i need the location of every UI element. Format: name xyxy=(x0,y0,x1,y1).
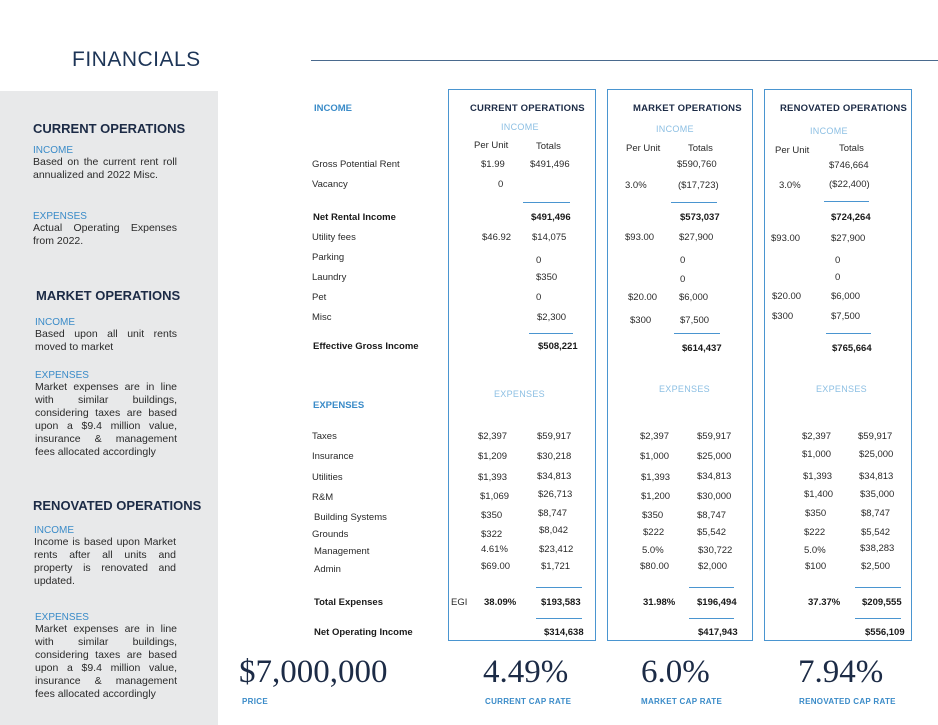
sidebar-market-expenses-label: EXPENSES xyxy=(35,370,89,381)
current-rm-per-unit: $1,069 xyxy=(480,491,510,502)
row-label-net-operating-income: Net Operating Income xyxy=(314,627,413,638)
market-building-per-unit: $350 xyxy=(642,510,664,521)
market-management-per-unit: 5.0% xyxy=(642,545,664,556)
sidebar-market-title: MARKET OPERATIONS xyxy=(36,288,181,303)
renovated-management-total: $38,283 xyxy=(860,543,895,554)
current-vacancy-per-unit: 0 xyxy=(498,179,504,190)
market-egi-total: $614,437 xyxy=(682,343,722,354)
renovated-management-per-unit: 5.0% xyxy=(804,545,826,556)
renovated-rm-total: $35,000 xyxy=(860,489,895,500)
market-nri-total: $573,037 xyxy=(680,212,720,223)
renovated-expenses-sub: EXPENSES xyxy=(816,384,867,394)
egi-note: EGI xyxy=(451,597,468,608)
current-cap-rate-value: 4.49% xyxy=(483,654,569,690)
renovated-admin-total: $2,500 xyxy=(861,561,891,572)
market-gpr-total: $590,760 xyxy=(677,159,717,170)
market-noi-underline xyxy=(689,618,734,619)
current-nri-total: $491,496 xyxy=(531,212,571,223)
market-rm-per-unit: $1,200 xyxy=(641,491,671,502)
market-misc-total: $7,500 xyxy=(680,315,710,326)
current-utilities-total: $34,813 xyxy=(537,471,572,482)
row-label-net-rental-income: Net Rental Income xyxy=(313,212,396,223)
current-egi-total: $508,221 xyxy=(538,341,578,352)
market-pet-per-unit: $20.00 xyxy=(628,292,658,303)
current-expenses-sub: EXPENSES xyxy=(494,389,545,399)
market-totals-label: Totals xyxy=(688,143,713,154)
sidebar-market-income-label: INCOME xyxy=(35,317,75,328)
sidebar-renovated-expenses-text: Market expenses are in line with similar buildings, considering taxes are based upon a $9.4 million value, insurance & management fees allocated accordingly xyxy=(35,623,177,700)
header-divider xyxy=(311,60,938,61)
sidebar-current-income-label: INCOME xyxy=(33,145,73,156)
market-total-underline xyxy=(689,587,734,588)
current-total-underline xyxy=(536,587,582,588)
market-management-total: $30,722 xyxy=(698,545,733,556)
current-total-expenses: $193,583 xyxy=(541,597,581,608)
row-label-building-systems: Building Systems xyxy=(314,512,387,523)
row-label-pet: Pet xyxy=(312,292,327,303)
renovated-gpr-total: $746,664 xyxy=(829,160,869,171)
current-building-per-unit: $350 xyxy=(481,510,503,521)
current-misc-total: $2,300 xyxy=(537,312,567,323)
renovated-parking-total: 0 xyxy=(835,255,841,266)
current-taxes-per-unit: $2,397 xyxy=(478,431,508,442)
renovated-rm-per-unit: $1,400 xyxy=(804,489,834,500)
current-noi-underline xyxy=(536,618,582,619)
row-label-grounds: Grounds xyxy=(312,529,349,540)
market-parking-total: 0 xyxy=(680,255,686,266)
renovated-utility-per-unit: $93.00 xyxy=(771,233,801,244)
renovated-vacancy-total: ($22,400) xyxy=(829,179,870,190)
renovated-building-per-unit: $350 xyxy=(805,508,827,519)
market-income-sub: INCOME xyxy=(656,124,694,134)
renovated-pet-per-unit: $20.00 xyxy=(772,291,802,302)
row-label-management: Management xyxy=(314,546,370,557)
renovated-taxes-total: $59,917 xyxy=(858,431,893,442)
sidebar-renovated-expenses-label: EXPENSES xyxy=(35,612,89,623)
market-laundry-total: 0 xyxy=(680,274,686,285)
renovated-total-pct: 37.37% xyxy=(808,597,841,608)
renovated-insurance-total: $25,000 xyxy=(859,449,894,460)
market-insurance-total: $25,000 xyxy=(697,451,732,462)
renovated-grounds-total: $5,542 xyxy=(861,527,891,538)
renovated-building-total: $8,747 xyxy=(861,508,891,519)
renovated-pet-total: $6,000 xyxy=(831,291,861,302)
market-utility-per-unit: $93.00 xyxy=(625,232,655,243)
renovated-egi-total: $765,664 xyxy=(832,343,872,354)
page-title: FINANCIALS xyxy=(72,48,201,71)
row-label-admin: Admin xyxy=(314,564,341,575)
current-management-total: $23,412 xyxy=(539,544,574,555)
renovated-totals-label: Totals xyxy=(839,143,864,154)
current-grounds-per-unit: $322 xyxy=(481,529,503,540)
market-grounds-total: $5,542 xyxy=(697,527,727,538)
market-expenses-sub: EXPENSES xyxy=(659,384,710,394)
renovated-cap-rate-value: 7.94% xyxy=(798,654,884,690)
current-parking-total: 0 xyxy=(536,255,542,266)
current-noi: $314,638 xyxy=(544,627,584,638)
market-operations-box xyxy=(607,89,753,641)
row-label-laundry: Laundry xyxy=(312,272,347,283)
current-total-pct: 38.09% xyxy=(484,597,517,608)
sidebar-renovated-income-text: Income is based upon Market rents after all units and property is renovated and updated. xyxy=(34,536,176,587)
renovated-nri-underline xyxy=(824,201,869,202)
row-label-utility-fees: Utility fees xyxy=(312,232,356,243)
renovated-total-expenses: $209,555 xyxy=(862,597,902,608)
renovated-utilities-per-unit: $1,393 xyxy=(803,471,833,482)
current-laundry-total: $350 xyxy=(536,272,558,283)
renovated-per-unit-label: Per Unit xyxy=(775,145,810,156)
market-nri-underline xyxy=(671,202,717,203)
market-misc-per-unit: $300 xyxy=(630,315,652,326)
row-label-rm: R&M xyxy=(312,492,334,503)
market-admin-total: $2,000 xyxy=(698,561,728,572)
market-cap-rate-value: 6.0% xyxy=(641,654,710,690)
renovated-admin-per-unit: $100 xyxy=(805,561,827,572)
current-utility-per-unit: $46.92 xyxy=(482,232,512,243)
renovated-egi-underline xyxy=(826,333,871,334)
renovated-operations-box xyxy=(764,89,912,641)
market-taxes-total: $59,917 xyxy=(697,431,732,442)
current-cap-rate-label: CURRENT CAP RATE xyxy=(485,697,572,706)
market-utilities-per-unit: $1,393 xyxy=(641,472,671,483)
sidebar-current-expenses-text: Actual Operating Expenses from 2022. xyxy=(33,222,177,247)
sidebar-current-income-text: Based on the current rent roll annualized and 2022 Misc. xyxy=(33,156,177,181)
market-rm-total: $30,000 xyxy=(697,491,732,502)
row-label-insurance: Insurance xyxy=(312,451,354,462)
sidebar-renovated-income-label: INCOME xyxy=(34,525,74,536)
sidebar-market-expenses-text: Market expenses are in line with similar buildings, considering taxes are based upon a $9.4 million value, insurance & management fees allocated accordingly xyxy=(35,381,177,458)
renovated-nri-total: $724,264 xyxy=(831,212,871,223)
renovated-misc-per-unit: $300 xyxy=(772,311,794,322)
renovated-noi-underline xyxy=(855,618,901,619)
market-building-total: $8,747 xyxy=(697,510,727,521)
current-admin-per-unit: $69.00 xyxy=(481,561,511,572)
current-nri-underline xyxy=(523,202,570,203)
renovated-total-underline xyxy=(855,587,901,588)
market-utilities-total: $34,813 xyxy=(697,471,732,482)
current-insurance-total: $30,218 xyxy=(537,451,572,462)
current-operations-box xyxy=(448,89,596,641)
renovated-laundry-total: 0 xyxy=(835,272,841,283)
current-grounds-total: $8,042 xyxy=(539,525,569,536)
sidebar-renovated-title: RENOVATED OPERATIONS xyxy=(33,498,202,513)
current-utilities-per-unit: $1,393 xyxy=(478,472,508,483)
sidebar-current-expenses-label: EXPENSES xyxy=(33,211,87,222)
row-label-vacancy: Vacancy xyxy=(312,179,348,190)
row-label-parking: Parking xyxy=(312,252,345,263)
market-vacancy-per-unit: 3.0% xyxy=(625,180,647,191)
market-noi: $417,943 xyxy=(698,627,738,638)
renovated-income-sub: INCOME xyxy=(810,126,848,136)
current-pet-total: 0 xyxy=(536,292,542,303)
market-vacancy-total: ($17,723) xyxy=(678,180,719,191)
row-label-utilities: Utilities xyxy=(312,472,343,483)
sidebar-market-income-text: Based upon all unit rents moved to market xyxy=(35,328,177,353)
market-per-unit-label: Per Unit xyxy=(626,143,661,154)
market-egi-underline xyxy=(674,333,720,334)
row-label-taxes: Taxes xyxy=(312,431,337,442)
market-grounds-per-unit: $222 xyxy=(643,527,665,538)
sidebar-current-title: CURRENT OPERATIONS xyxy=(33,121,186,136)
renovated-noi: $556,109 xyxy=(865,627,905,638)
current-taxes-total: $59,917 xyxy=(537,431,572,442)
current-egi-underline xyxy=(529,333,573,334)
current-utility-total: $14,075 xyxy=(532,232,567,243)
current-insurance-per-unit: $1,209 xyxy=(478,451,508,462)
renovated-insurance-per-unit: $1,000 xyxy=(802,449,832,460)
current-gpr-total: $491,496 xyxy=(530,159,570,170)
row-label-total-expenses: Total Expenses xyxy=(314,597,383,608)
market-admin-per-unit: $80.00 xyxy=(640,561,670,572)
renovated-misc-total: $7,500 xyxy=(831,311,861,322)
renovated-taxes-per-unit: $2,397 xyxy=(802,431,832,442)
row-label-misc: Misc xyxy=(312,312,332,323)
market-total-expenses: $196,494 xyxy=(697,597,737,608)
market-taxes-per-unit: $2,397 xyxy=(640,431,670,442)
current-building-total: $8,747 xyxy=(538,508,568,519)
renovated-col-title: RENOVATED OPERATIONS xyxy=(780,103,907,114)
renovated-grounds-per-unit: $222 xyxy=(804,527,826,538)
current-gpr-per-unit: $1.99 xyxy=(481,159,505,170)
price-label: PRICE xyxy=(242,697,268,706)
row-label-effective-gross-income: Effective Gross Income xyxy=(313,341,419,352)
current-admin-total: $1,721 xyxy=(541,561,571,572)
current-management-per-unit: 4.61% xyxy=(481,544,508,555)
market-utility-total: $27,900 xyxy=(679,232,714,243)
market-insurance-per-unit: $1,000 xyxy=(640,451,670,462)
row-label-gross-potential-rent: Gross Potential Rent xyxy=(312,159,400,170)
market-col-title: MARKET OPERATIONS xyxy=(633,103,742,114)
current-per-unit-label: Per Unit xyxy=(474,140,509,151)
renovated-vacancy-per-unit: 3.0% xyxy=(779,180,801,191)
renovated-utility-total: $27,900 xyxy=(831,233,866,244)
current-rm-total: $26,713 xyxy=(538,489,573,500)
market-pet-total: $6,000 xyxy=(679,292,709,303)
market-total-pct: 31.98% xyxy=(643,597,676,608)
current-col-title: CURRENT OPERATIONS xyxy=(470,103,585,114)
income-heading: INCOME xyxy=(314,103,352,114)
current-income-sub: INCOME xyxy=(501,122,539,132)
renovated-utilities-total: $34,813 xyxy=(859,471,894,482)
market-cap-rate-label: MARKET CAP RATE xyxy=(641,697,723,706)
current-totals-label: Totals xyxy=(536,141,561,152)
expenses-heading: EXPENSES xyxy=(313,400,365,411)
price-value: $7,000,000 xyxy=(239,654,388,690)
renovated-cap-rate-label: RENOVATED CAP RATE xyxy=(799,697,896,706)
